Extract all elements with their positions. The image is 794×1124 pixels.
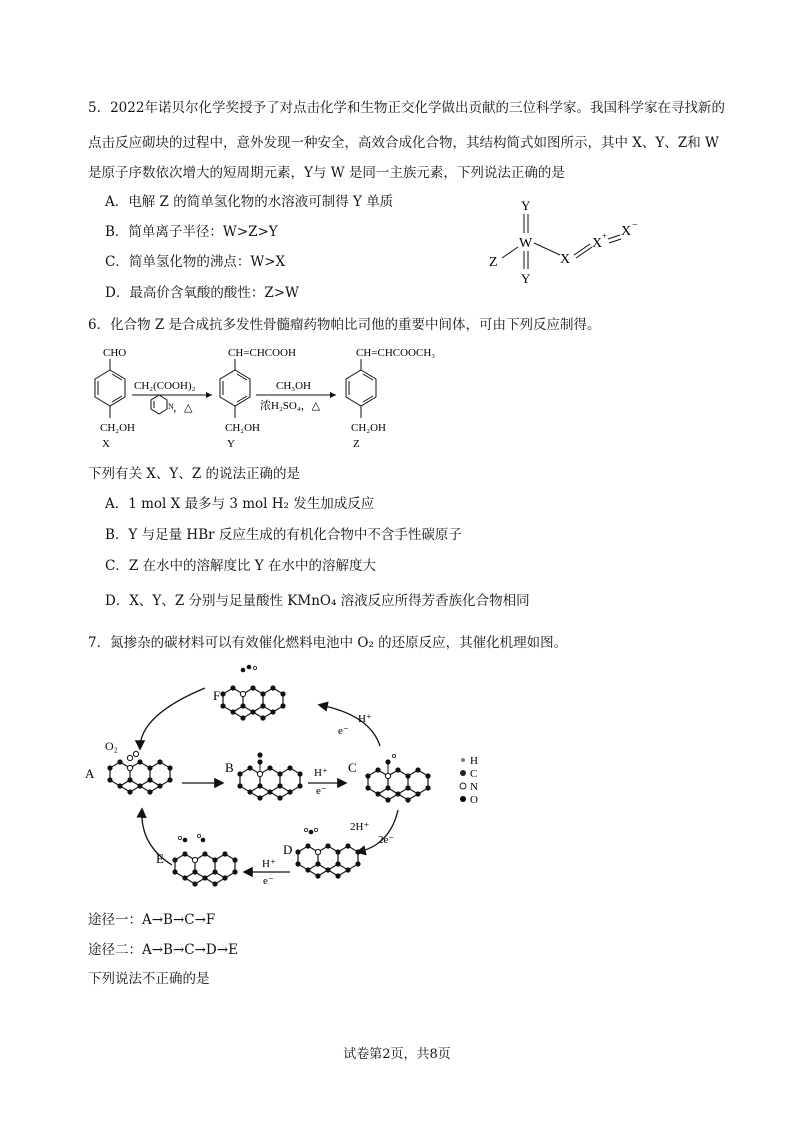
q6-reaction-scheme [88, 340, 508, 458]
z-benzene-ring [346, 370, 376, 406]
q5-structure-diagram [480, 195, 660, 287]
q7-path-1: 途径一：A→B→C→F [88, 912, 216, 928]
x-label: X [102, 438, 110, 450]
struct-w: W [519, 236, 533, 251]
q6-option-b: B．Y 与足量 HBr 反应生成的有机化合物中不含手性碳原子 [105, 527, 462, 543]
legend-h: H [470, 755, 478, 767]
struct-y-top: Y [521, 198, 531, 213]
sheet-a [107, 751, 172, 794]
legend-n: N [470, 781, 478, 793]
label-a: A [85, 766, 95, 781]
q6-option-c: C．Z 在水中的溶解度比 Y 在水中的溶解度大 [105, 558, 376, 574]
svg-text:N: N [168, 402, 174, 411]
struct-x3-charge: − [632, 220, 638, 231]
label-d: D [283, 842, 293, 857]
sheet-d [295, 828, 360, 878]
label-b: B [225, 760, 234, 775]
atom-legend [460, 755, 478, 806]
q7-stem: 7．氮掺杂的碳材料可以有效催化燃料电池中 O₂ 的还原反应，其催化机理如图。 [88, 635, 568, 651]
q6-stem: 6．化合物 Z 是合成抗多发性骨髓瘤药物帕比司他的重要中间体，可由下列反应制得。 [88, 317, 601, 333]
y-label: Y [227, 438, 235, 450]
struct-x3: X [621, 224, 632, 239]
y-top-group: CH=CHCOOH [228, 347, 296, 359]
z-label: Z [353, 438, 360, 450]
arrow-f-to-a [140, 688, 205, 748]
q5-stem-line-1: 5．2022年诺贝尔化学奖授予了对点击化学和生物正交化学做出贡献的三位科学家。我国科学家在寻找新的 [88, 100, 725, 116]
o2-label: O₂ [105, 739, 118, 753]
q6-option-a: A．1 mol X 最多与 3 mol H₂ 发生加成反应 [105, 496, 375, 512]
q7-path-2: 途径二：A→B→C→D→E [88, 942, 238, 958]
bc-e-minus: e⁻ [316, 785, 327, 797]
label-c: C [348, 760, 357, 775]
condition-1: ，△ [173, 402, 193, 414]
q5-option-d: D．最高价含氧酸的酸性：Z>W [105, 285, 299, 301]
de-h-plus: H⁺ [262, 858, 276, 870]
q5-stem-line-3: 是原子序数依次增大的短周期元素，Y与 W 是同一主族元素，下列说法正确的是 [88, 165, 565, 181]
pyridine-ring [151, 395, 167, 414]
cd-2h-plus: 2H⁺ [350, 821, 370, 833]
label-e: E [156, 851, 164, 866]
label-f: F [213, 688, 221, 703]
reagent-1: CH₂(COOH)₂ [134, 380, 196, 392]
sheet-e [172, 834, 237, 886]
q5-option-c: C．简单氢化物的沸点：W>X [105, 254, 286, 270]
x-bottom-group: CH₂OH [100, 422, 136, 434]
struct-x1: X [560, 252, 571, 267]
struct-x2: X [592, 236, 603, 251]
q6-option-d: D．X、Y、Z 分别与足量酸性 KMnO₄ 溶液反应所得芳香族化合物相同 [105, 593, 530, 609]
sheet-c [365, 754, 430, 802]
struct-y-bottom: Y [521, 271, 531, 286]
y-benzene-ring [220, 370, 250, 406]
page-footer: 试卷第2页，共8页 [343, 1047, 451, 1062]
q5-option-b: B．简单离子半径：W>Z>Y [105, 224, 278, 240]
bc-h-plus: H⁺ [314, 767, 328, 779]
struct-z: Z [489, 255, 498, 270]
x-benzene-ring [95, 370, 125, 406]
z-top-group: CH=CHCOOCH₃ [356, 347, 436, 359]
cd-2e-minus: 2e⁻ [378, 834, 395, 846]
x-top-group: CHO [103, 347, 127, 359]
y-bottom-group: CH₂OH [225, 422, 261, 434]
legend-o: O [470, 794, 478, 806]
legend-c: C [470, 768, 478, 780]
struct-x2-charge: + [602, 231, 608, 241]
reagent-2: CH₃OH [276, 380, 312, 392]
sheet-b [237, 752, 302, 800]
q6-question: 下列有关 X、Y、Z 的说法正确的是 [88, 466, 300, 482]
sheet-f [220, 665, 285, 721]
condition-2: 浓H₂SO₄，△ [260, 400, 321, 412]
z-bottom-group: CH₂OH [351, 422, 387, 434]
q5-stem-line-2: 点击反应砌块的过程中，意外发现一种安全，高效合成化合物，其结构简式如图所示，其中 X、Y、Z和 W [88, 135, 719, 151]
arrow-c-to-f [320, 705, 380, 746]
q7-question: 下列说法不正确的是 [88, 971, 210, 987]
q7-catalysis-diagram [80, 660, 510, 900]
de-e-minus: e⁻ [263, 875, 274, 887]
cf-h-plus: H⁺ [358, 713, 372, 725]
cf-e-minus: e⁻ [338, 725, 349, 737]
q5-option-a: A．电解 Z 的简单氢化物的水溶液可制得 Y 单质 [105, 194, 394, 210]
